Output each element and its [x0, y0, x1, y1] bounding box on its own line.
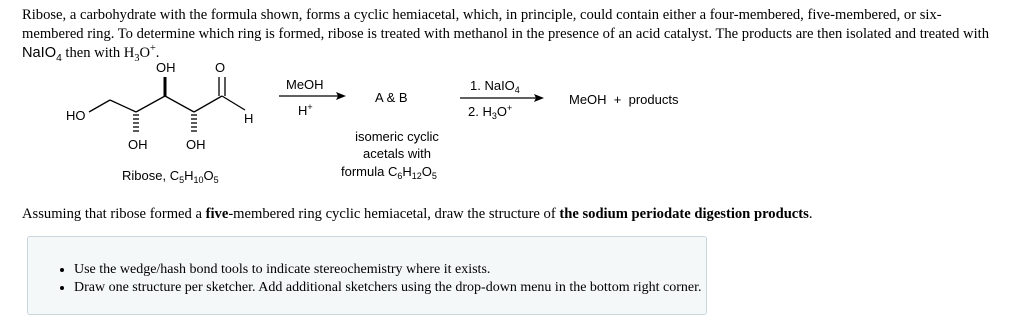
step1-catalyst: H+: [298, 102, 313, 118]
reaction-scheme: [0, 52, 1024, 192]
isomer-line-1: isomeric cyclic: [355, 129, 439, 144]
reaction-scheme-svg: [0, 52, 1024, 192]
reagent-h3o: $H_3O^+$: [123, 43, 156, 64]
ribose-structure: [89, 77, 245, 131]
label-oh-bottom-1: OH: [128, 137, 148, 152]
label-oh-bottom-2: OH: [186, 137, 206, 152]
label-o-top: O: [215, 60, 226, 75]
intermediate-ab: A & B: [375, 90, 408, 105]
step2-reagent-1: 1. NaIO$_4$: [470, 78, 520, 95]
ribose-label: Ribose, $C_5H_{10}O_5$: [122, 168, 219, 185]
question-text: Assuming that ribose formed a five-membered ring cyclic hemiacetal, draw the structure of the sodium periodate digestion products.: [22, 206, 813, 222]
isomer-formula: formula $C_6H_{12}O_5$: [341, 164, 437, 181]
step2-reagent-2: 2. $H_3O^+$: [468, 103, 513, 121]
label-ho-left: HO: [66, 108, 86, 123]
intro-paragraph: Ribose, a carbohydrate with the formula shown, forms a cyclic hemiacetal, which, in principle, could contain either a four-membered, five-membered, or six-membered ring. To determine which ring is formed, ribose is treated with methanol in the presence of an acid catalyst. The products are then isolated and treated with NaIO$_4$ then with $H_3O^+$.: [22, 7, 989, 64]
intro-text: Ribose, a carbohydrate with the formula shown, forms a cyclic hemiacetal, which, in principle, could contain either a four-membered, five-membered, or six-membered ring. To determine which ring is formed, ribose is treated with methanol in the presence of an acid catalyst. The products are then isolated and treated with: [22, 7, 989, 42]
arrow-step-2: [460, 94, 544, 102]
instructions-list: [28, 261, 702, 297]
label-oh-top: OH: [156, 60, 176, 75]
instructions-box: [27, 236, 707, 315]
instruction-item: • Use the wedge/hash bond tools to indicate stereochemistry where it exists.: [74, 261, 702, 279]
step1-reagent-meoh: MeOH: [286, 77, 324, 92]
arrow-step-1: [279, 92, 346, 100]
instruction-item: • Draw one structure per sketcher. Add additional sketchers using the drop-down menu in the bottom right corner.: [74, 279, 702, 297]
isomer-line-2: acetals with: [363, 146, 431, 161]
label-h-aldehyde: H: [244, 111, 254, 126]
products-label: MeOH + products: [569, 92, 679, 107]
reagent-naio4: NaIO$_4$: [22, 45, 62, 64]
